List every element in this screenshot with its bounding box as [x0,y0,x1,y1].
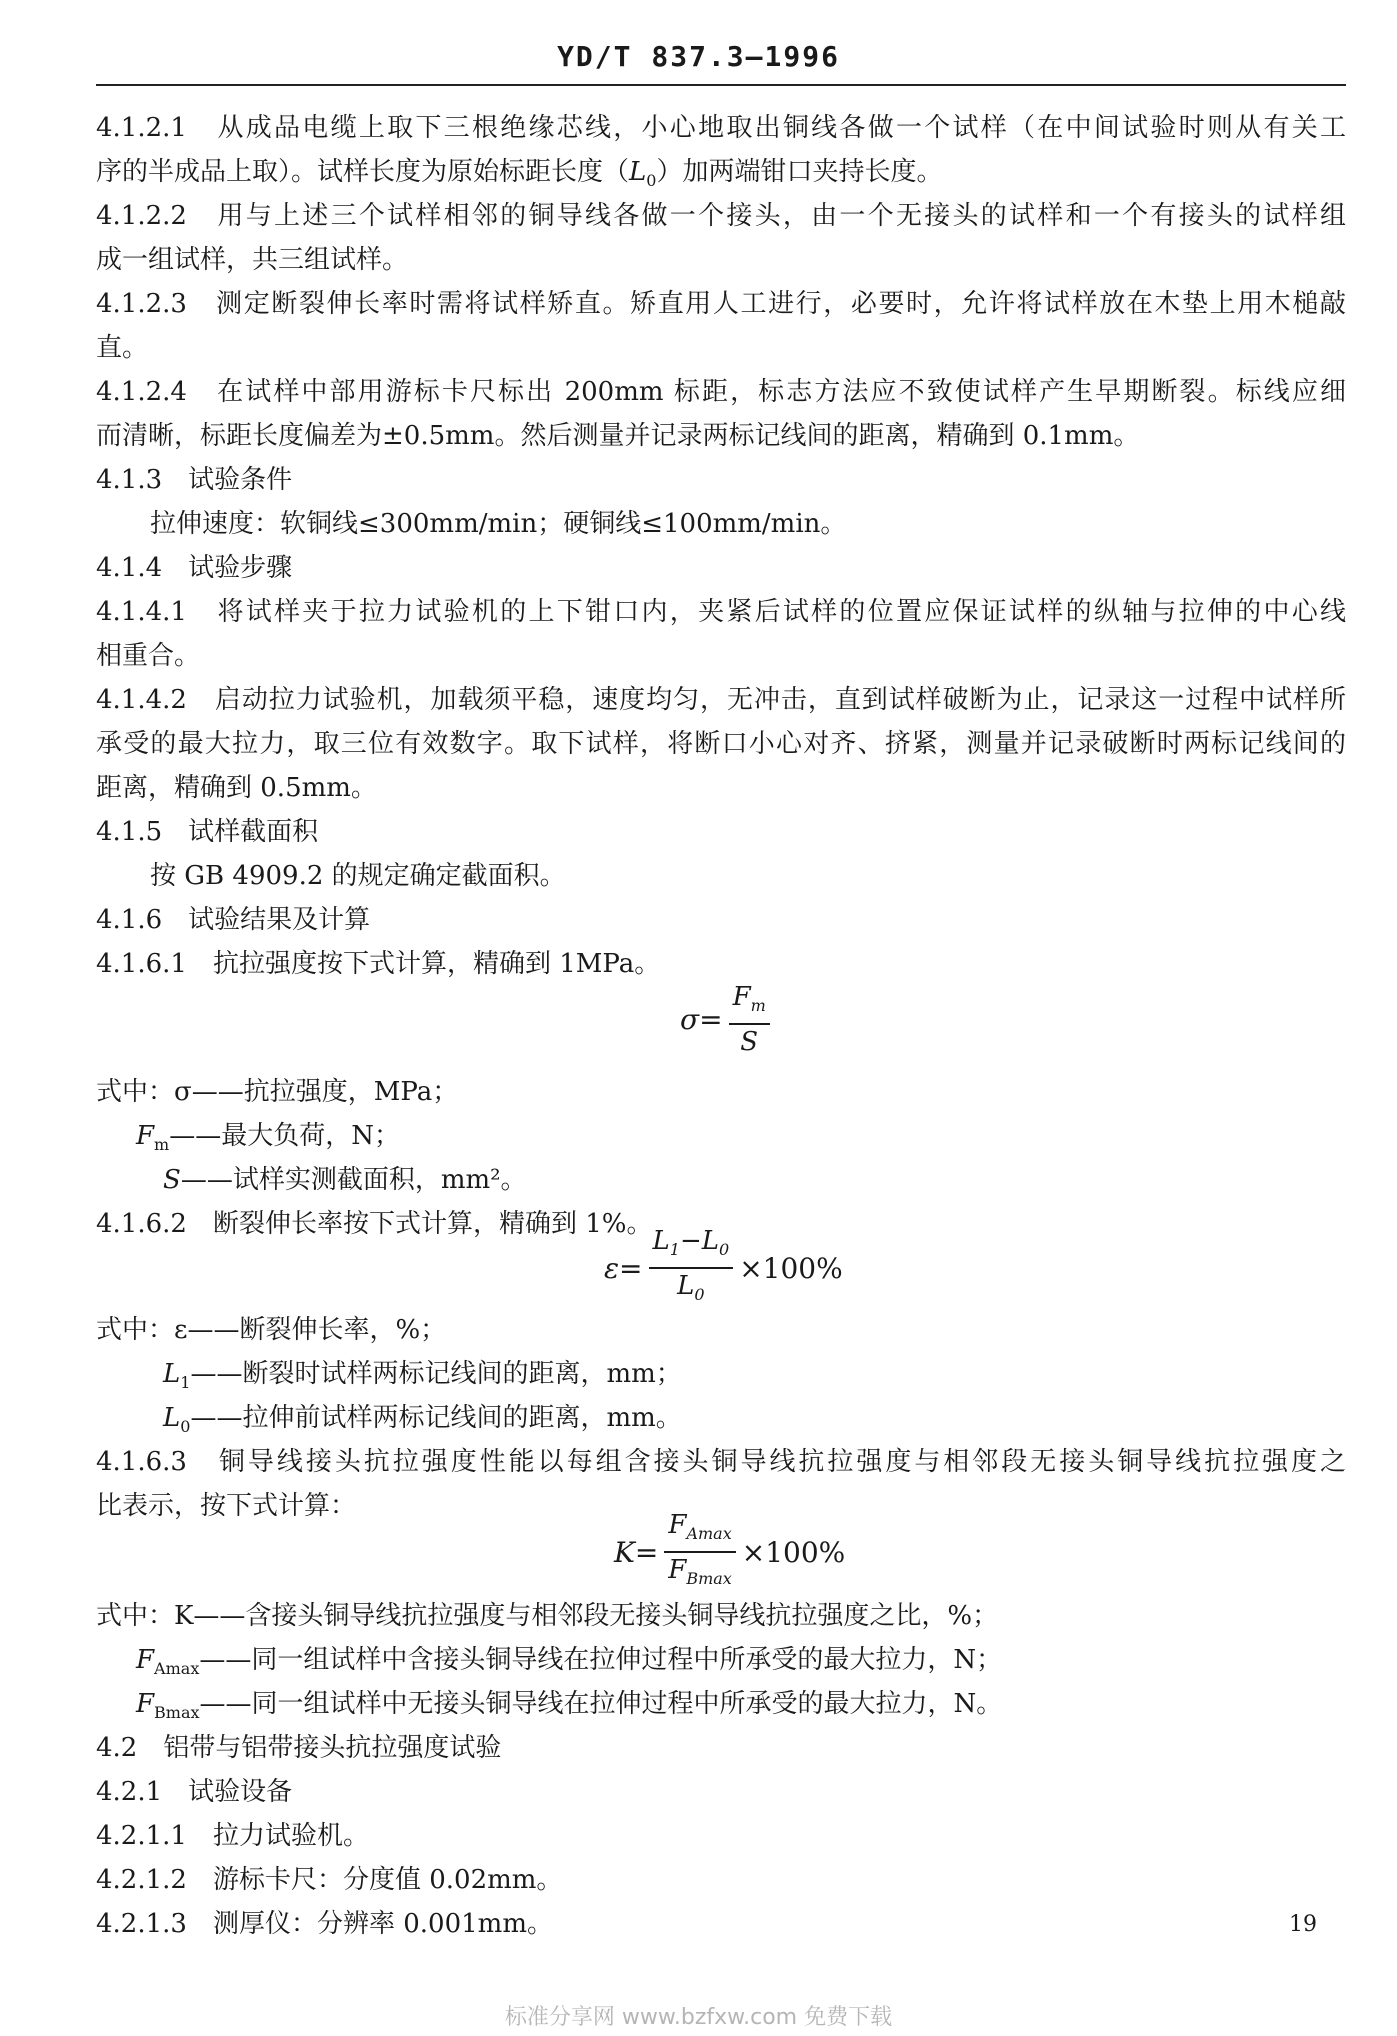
where-s: S——试样实测截面积，mm²。 [163,1165,527,1195]
para-4-1-6-2: 4.1.6.2 断裂伸长率按下式计算，精确到 1%。 [96,1209,653,1239]
para-4-1-6-3-line2: 比表示，按下式计算： [96,1491,357,1521]
where-l0: $L_0——$拉伸前试样两标记线间的距离，mm。 [163,1403,682,1437]
item-4-2-1-3: 4.2.1.3 测厚仪：分辨率 0.001mm。 [96,1909,553,1939]
where-sigma: 式中：σ——抗拉强度，MPa； [96,1077,459,1107]
where-epsilon: 式中：ε——断裂伸长率，%； [96,1315,447,1345]
item-4-2-1-2: 4.2.1.2 游标卡尺：分度值 0.02mm。 [96,1865,563,1895]
section-4-1-5-heading: 4.1.5 试样截面积 [96,817,319,847]
where-k: 式中：K——含接头铜导线抗拉强度与相邻段无接头铜导线抗拉强度之比，%； [96,1601,999,1631]
formula-tensile-strength: σ = $\frac{F_m}{S}$ [680,982,776,1057]
para-4-1-2-4-line2: 而清晰，标距长度偏差为±0.5mm。然后测量并记录两标记线间的距离，精确到 0.1mm。 [96,421,1140,451]
para-4-1-2-2-line1: 4.1.2.2 用与上述三个试样相邻的铜导线各做一个接头，由一个无接头的试样和一个有接头的试样组 [96,201,1346,231]
item-4-2-1-1: 4.2.1.1 拉力试验机。 [96,1821,369,1851]
para-4-1-6-1: 4.1.6.1 抗拉强度按下式计算，精确到 1MPa。 [96,949,661,979]
para-4-1-4-1-line2: 相重合。 [96,641,201,671]
para-4-1-4-2-line2: 承受的最大拉力，取三位有效数字。取下试样，将断口小心对齐、挤紧，测量并记录破断时两标记线间的 [96,729,1346,759]
where-fm: $F_m——$最大负荷，N； [136,1121,400,1155]
para-4-1-2-3-line2: 直。 [96,333,149,363]
where-l1: $L_1——$断裂时试样两标记线间的距离，mm； [163,1359,682,1393]
para-4-1-2-4-line1: 4.1.2.4 在试样中部用游标卡尺标出 200mm 标距，标志方法应不致使试样产生早期断裂。标线应细 [96,377,1346,407]
section-4-2-heading: 4.2 铝带与铝带接头抗拉强度试验 [96,1733,502,1763]
formula-joint-ratio: K = $\frac{F_{Amax}}{F_{Bmax}}$ ×100% [614,1510,846,1589]
para-4-1-2-2-line2: 成一组试样，共三组试样。 [96,245,409,275]
section-4-2-1-heading: 4.2.1 试验设备 [96,1777,293,1807]
tensile-speed-text: 拉伸速度：软铜线≤300mm/min；硬铜线≤100mm/min。 [150,509,847,539]
para-4-1-2-3-line1: 4.1.2.3 测定断裂伸长率时需将试样矫直。矫直用人工进行，必要时，允许将试样放在木垫上用木槌敲 [96,289,1346,319]
para-4-1-4-1-line1: 4.1.4.1 将试样夹于拉力试验机的上下钳口内，夹紧后试样的位置应保证试样的纵轴与拉伸的中心线 [96,597,1346,627]
para-4-1-2-1-line2: 序的半成品上取）。试样长度为原始标距长度$(L_0)$加两端钳口夹持长度。 [96,157,943,191]
where-fbmax: $F_{Bmax}——$同一组试样中无接头铜导线在拉伸过程中所承受的最大拉力，N。 [136,1689,1003,1723]
para-4-1-2-1-line1: 4.1.2.1 从成品电缆上取下三根绝缘芯线，小心地取出铜线各做一个试样（在中间试验时则从有关工 [96,113,1346,143]
page-number: 19 [1289,1912,1317,1937]
section-4-1-6-heading: 4.1.6 试验结果及计算 [96,905,371,935]
cross-section-text: 按 GB 4909.2 的规定确定截面积。 [150,861,566,891]
para-4-1-6-3-line1: 4.1.6.3 铜导线接头抗拉强度性能以每组含接头铜导线抗拉强度与相邻段无接头铜导线抗拉强度之 [96,1447,1346,1477]
formula-elongation: ε = $\frac{L_1-L_0}{L_0}$ ×100% [604,1226,843,1305]
document-header: YD/T 837.3—1996 [557,40,840,73]
para-4-1-4-2-line1: 4.1.4.2 启动拉力试验机，加载须平稳，速度均匀，无冲击，直到试样破断为止，记录这一过程中试样所 [96,685,1346,715]
watermark-text: 标准分享网 www.bzfxw.com 免费下载 [504,2005,893,2030]
section-4-1-3-heading: 4.1.3 试验条件 [96,465,293,495]
where-famax: $F_{Amax}——$同一组试样中含接头铜导线在拉伸过程中所承受的最大拉力，N； [136,1645,1003,1679]
para-4-1-4-2-line3: 距离，精确到 0.5mm。 [96,773,377,803]
section-4-1-4-heading: 4.1.4 试验步骤 [96,553,293,583]
header-rule [96,84,1346,86]
